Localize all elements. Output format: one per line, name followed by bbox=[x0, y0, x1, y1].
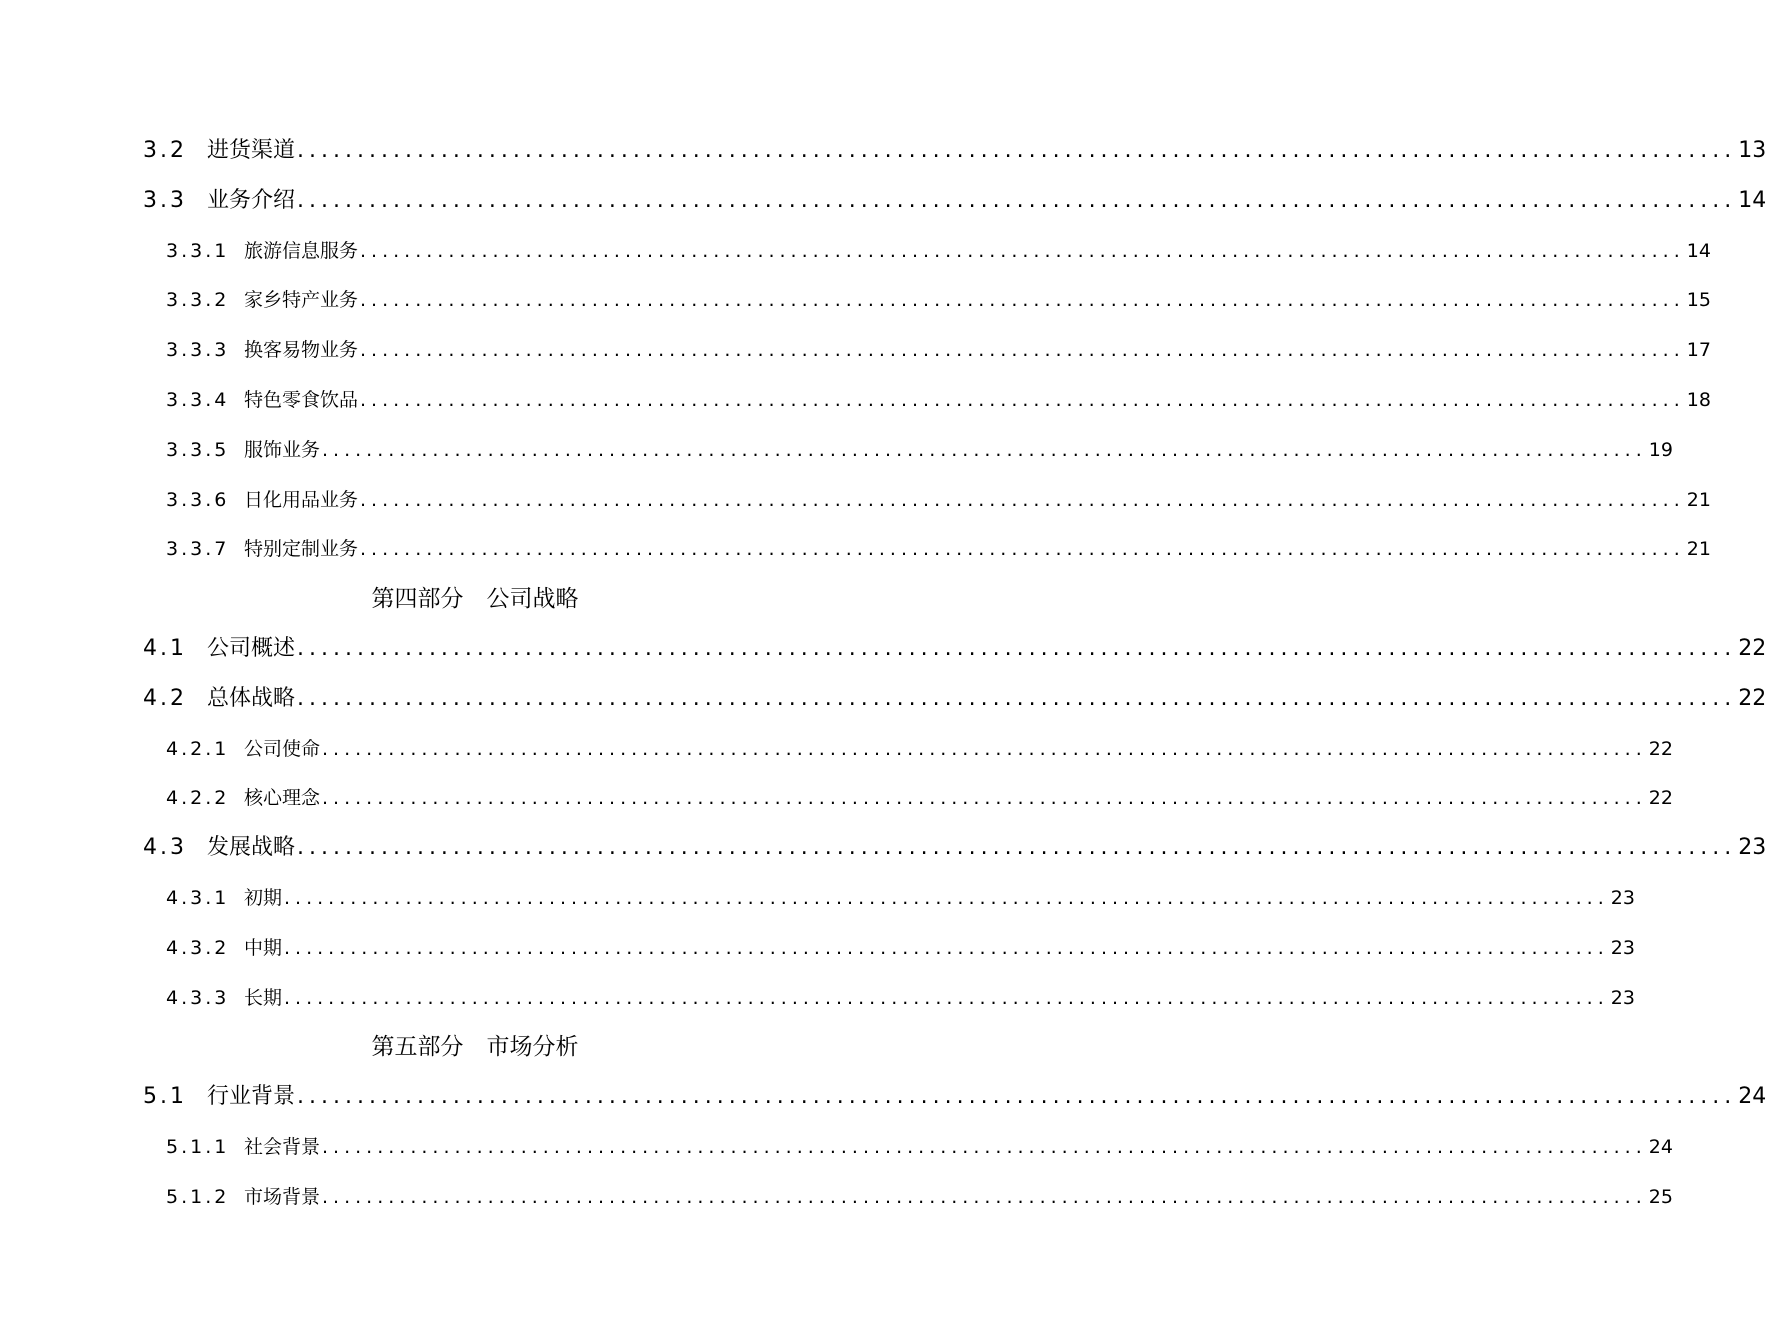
toc-dot-leader: ........................................................................................................................ bbox=[297, 686, 1737, 711]
toc-entry-page-number: 13 bbox=[1738, 138, 1766, 163]
toc-entry-page-number: 23 bbox=[1610, 987, 1635, 1009]
toc-entry-number: 4.3.2 bbox=[166, 937, 230, 959]
toc-entry[interactable] bbox=[143, 682, 1766, 716]
toc-entry-title: 核心理念 bbox=[244, 787, 321, 809]
toc-entry-number: 4.3.1 bbox=[166, 887, 230, 909]
toc-entry-number: 4.1 bbox=[143, 636, 187, 661]
toc-entry-page-number: 14 bbox=[1686, 240, 1711, 262]
toc-entry-number: 3.3.6 bbox=[166, 489, 230, 511]
toc-entry[interactable] bbox=[166, 483, 1711, 517]
toc-entry-title: 公司使命 bbox=[244, 738, 321, 760]
toc-dot-leader: ........................................................................................................................ bbox=[360, 538, 1685, 560]
toc-entry-page-number: 23 bbox=[1610, 937, 1635, 959]
toc-entry-title: 市场背景 bbox=[244, 1186, 321, 1208]
toc-entry-number: 3.3.5 bbox=[166, 439, 230, 461]
toc-part-heading: 第四部分 公司战略 bbox=[371, 586, 579, 612]
toc-entry-page-number: 19 bbox=[1648, 439, 1673, 461]
toc-entry-number: 3.3.1 bbox=[166, 240, 230, 262]
toc-entry[interactable] bbox=[166, 1130, 1673, 1164]
toc-entry-title: 旅游信息服务 bbox=[244, 240, 359, 262]
toc-dot-leader: ........................................................................................................................ bbox=[284, 987, 1609, 1009]
toc-entry[interactable] bbox=[166, 433, 1673, 467]
toc-dot-leader: ........................................................................................................................ bbox=[322, 439, 1647, 461]
toc-dot-leader: ........................................................................................................................ bbox=[322, 738, 1647, 760]
toc-entry-page-number: 14 bbox=[1738, 188, 1766, 213]
toc-dot-leader: ........................................................................................................................ bbox=[284, 887, 1609, 909]
toc-entry-title: 换客易物业务 bbox=[244, 339, 359, 361]
toc-entry[interactable] bbox=[166, 732, 1673, 766]
toc-entry[interactable] bbox=[143, 1080, 1766, 1114]
toc-entry-title: 初期 bbox=[244, 887, 283, 909]
toc-entry-page-number: 23 bbox=[1610, 887, 1635, 909]
toc-entry-title: 总体战略 bbox=[207, 686, 296, 711]
toc-entry[interactable] bbox=[166, 781, 1673, 815]
toc-dot-leader: ........................................................................................................................ bbox=[297, 835, 1737, 860]
toc-entry-number: 3.3.7 bbox=[166, 538, 230, 560]
toc-entry-title: 社会背景 bbox=[244, 1136, 321, 1158]
toc-entry[interactable] bbox=[143, 134, 1766, 168]
toc-entry-number: 3.3.3 bbox=[166, 339, 230, 361]
toc-entry[interactable] bbox=[166, 532, 1711, 566]
toc-entry[interactable] bbox=[166, 333, 1711, 367]
toc-entry-title: 日化用品业务 bbox=[244, 489, 359, 511]
toc-entry[interactable] bbox=[166, 234, 1711, 268]
toc-entry-number: 3.3 bbox=[143, 188, 187, 213]
toc-part-heading: 第五部分 市场分析 bbox=[371, 1034, 579, 1060]
toc-entry-number: 4.2.2 bbox=[166, 787, 230, 809]
toc-entry[interactable] bbox=[166, 981, 1635, 1015]
toc-entry-title: 公司概述 bbox=[207, 636, 296, 661]
toc-entry-page-number: 23 bbox=[1738, 835, 1766, 860]
toc-entry-page-number: 17 bbox=[1686, 339, 1711, 361]
toc-entry-title: 服饰业务 bbox=[244, 439, 321, 461]
toc-entry-number: 4.3 bbox=[143, 835, 187, 860]
toc-dot-leader: ........................................................................................................................ bbox=[322, 1186, 1647, 1208]
toc-entry-page-number: 22 bbox=[1738, 636, 1766, 661]
toc-entry-title: 发展战略 bbox=[207, 835, 296, 860]
toc-dot-leader: ........................................................................................................................ bbox=[322, 1136, 1647, 1158]
toc-dot-leader: ........................................................................................................................ bbox=[297, 1084, 1737, 1109]
toc-entry-number: 3.3.2 bbox=[166, 289, 230, 311]
toc-entry[interactable] bbox=[166, 931, 1635, 965]
toc-entry-page-number: 21 bbox=[1686, 538, 1711, 560]
toc-entry-page-number: 22 bbox=[1648, 738, 1673, 760]
toc-entry-title: 家乡特产业务 bbox=[244, 289, 359, 311]
toc-entry-title: 特别定制业务 bbox=[244, 538, 359, 560]
toc-entry-title: 长期 bbox=[244, 987, 283, 1009]
toc-dot-leader: ........................................................................................................................ bbox=[322, 787, 1647, 809]
toc-entry-page-number: 21 bbox=[1686, 489, 1711, 511]
toc-entry[interactable] bbox=[166, 383, 1711, 417]
toc-entry-page-number: 24 bbox=[1738, 1084, 1766, 1109]
toc-entry[interactable] bbox=[143, 632, 1766, 666]
toc-entry[interactable] bbox=[166, 881, 1635, 915]
toc-entry-page-number: 18 bbox=[1686, 389, 1711, 411]
toc-dot-leader: ........................................................................................................................ bbox=[360, 339, 1685, 361]
toc-dot-leader: ........................................................................................................................ bbox=[297, 138, 1737, 163]
toc-entry-page-number: 24 bbox=[1648, 1136, 1673, 1158]
toc-entry-page-number: 22 bbox=[1738, 686, 1766, 711]
toc-entry-number: 4.2.1 bbox=[166, 738, 230, 760]
toc-dot-leader: ........................................................................................................................ bbox=[360, 489, 1685, 511]
toc-entry[interactable] bbox=[166, 1180, 1673, 1214]
toc-entry-title: 行业背景 bbox=[207, 1084, 296, 1109]
toc-entry[interactable] bbox=[166, 283, 1711, 317]
toc-dot-leader: ........................................................................................................................ bbox=[360, 240, 1685, 262]
toc-entry-number: 5.1.1 bbox=[166, 1136, 230, 1158]
toc-entry-number: 5.1 bbox=[143, 1084, 187, 1109]
toc-entry-title: 业务介绍 bbox=[207, 188, 296, 213]
toc-entry[interactable] bbox=[143, 831, 1766, 865]
toc-dot-leader: ........................................................................................................................ bbox=[297, 636, 1737, 661]
toc-entry-page-number: 22 bbox=[1648, 787, 1673, 809]
toc-entry-title: 特色零食饮品 bbox=[244, 389, 359, 411]
toc-entry-number: 3.2 bbox=[143, 138, 187, 163]
toc-dot-leader: ........................................................................................................................ bbox=[360, 289, 1685, 311]
toc-entry-title: 中期 bbox=[244, 937, 283, 959]
toc-entry-title: 进货渠道 bbox=[207, 138, 296, 163]
toc-entry-number: 4.2 bbox=[143, 686, 187, 711]
toc-dot-leader: ........................................................................................................................ bbox=[284, 937, 1609, 959]
toc-entry-page-number: 25 bbox=[1648, 1186, 1673, 1208]
toc-dot-leader: ........................................................................................................................ bbox=[297, 188, 1737, 213]
toc-entry[interactable] bbox=[143, 184, 1766, 218]
toc-entry-page-number: 15 bbox=[1686, 289, 1711, 311]
toc-dot-leader: ........................................................................................................................ bbox=[360, 389, 1685, 411]
toc-entry-number: 3.3.4 bbox=[166, 389, 230, 411]
toc-entry-number: 5.1.2 bbox=[166, 1186, 230, 1208]
toc-entry-number: 4.3.3 bbox=[166, 987, 230, 1009]
